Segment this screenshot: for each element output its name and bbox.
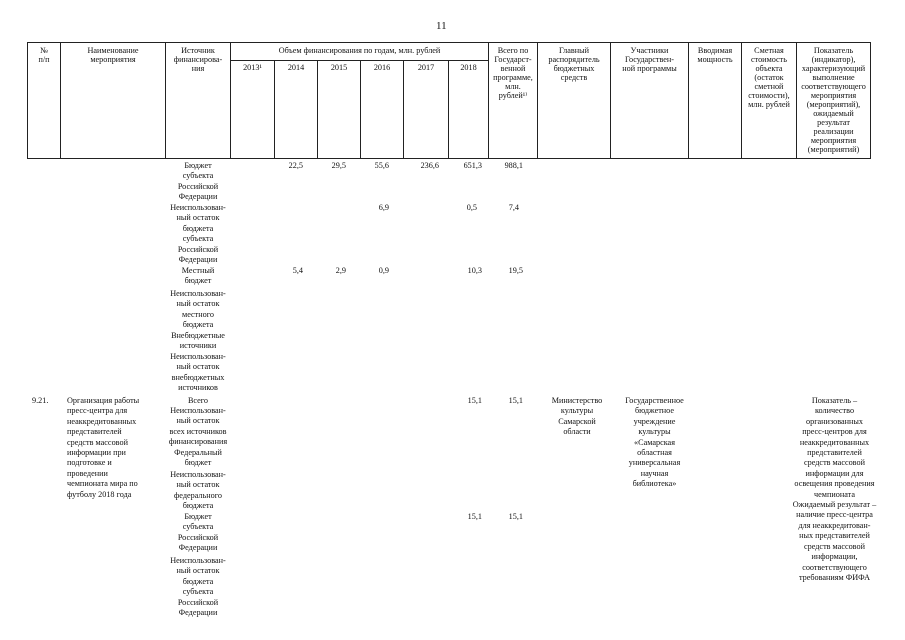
cell-2017: 236,6 <box>420 161 439 170</box>
row-source: Федеральный бюджет <box>174 448 222 468</box>
header-capacity: Вводимая мощность <box>697 46 733 64</box>
row-source: Бюджет субъекта Российской Федерации <box>177 512 219 553</box>
cell-total: 988,1 <box>504 161 523 170</box>
header-volume: Объем финансирования по годам, млн. рублей <box>278 46 441 55</box>
row-source: Неиспользован- ный остаток местного бюджета <box>170 289 226 330</box>
row-source: Бюджет субъекта Российской Федерации <box>177 161 219 202</box>
col-border <box>274 60 275 159</box>
cell-2016: 0,9 <box>378 266 389 275</box>
header-top-border <box>27 42 871 43</box>
cell-2018: 15,1 <box>467 396 482 405</box>
cell-2018: 651,3 <box>463 161 482 170</box>
row-manager: Министерство культуры Самарской области <box>551 396 603 437</box>
row-number: 9.21. <box>32 396 49 405</box>
cell-total: 19,5 <box>508 266 523 275</box>
page-number: 11 <box>436 20 447 32</box>
cell-2014: 22,5 <box>288 161 303 170</box>
header-participants: Участники Государствен- ной программы <box>622 46 677 73</box>
header-bottom-border <box>27 158 871 159</box>
header-source: Источник финансирова- ния <box>173 46 223 73</box>
cell-2015: 2,9 <box>335 266 346 275</box>
cell-2016: 6,9 <box>378 203 389 212</box>
col-border <box>403 60 404 159</box>
header-num: № п/п <box>38 46 50 64</box>
cell-2015: 29,5 <box>331 161 346 170</box>
col-border <box>448 60 449 159</box>
row-source: Всего <box>187 396 209 405</box>
row-source: Местный бюджет <box>181 266 215 286</box>
row-source: Неиспользован- ный остаток бюджета субъекта Российской Федерации <box>170 203 226 265</box>
header-year-2015: 2015 <box>330 63 348 72</box>
col-border <box>317 60 318 159</box>
header-name: Наименование мероприятия <box>87 46 139 64</box>
cell-2018: 0,5 <box>466 203 477 212</box>
cell-2016: 55,6 <box>374 161 389 170</box>
header-year-2017: 2017 <box>417 63 435 72</box>
row-source: Неиспользован- ный остаток федерального бюджета <box>170 470 226 511</box>
row-source: Неиспользован- ный остаток внебюджетных источников <box>170 352 226 393</box>
cell-2014: 5,4 <box>292 266 303 275</box>
cell-2018: 10,3 <box>467 266 482 275</box>
years-divider <box>230 60 488 61</box>
row-source: Неиспользован- ный остаток всех источников финансирования <box>168 406 228 447</box>
header-year-2016: 2016 <box>373 63 391 72</box>
row-source: Неиспользован- ный остаток бюджета субъекта Российской Федерации <box>170 556 226 618</box>
row-indicator: Показатель – количество организованных пресс-центров для неаккредитованных представителей средств массовой информации для освещения проведения чемпионата Ожидаемый результат – наличие пресс-центра для неаккредитован- ных представителей средств массовой информации, соответствующего требованиям ФИФА <box>792 396 877 582</box>
cell-total: 15,1 <box>508 396 523 405</box>
header-estimate: Сметная стоимость объекта (остаток сметной стоимости), млн. рублей <box>748 46 790 109</box>
header-year-2014: 2014 <box>287 63 305 72</box>
col-border <box>360 60 361 159</box>
cell-total: 7,4 <box>508 203 519 212</box>
header-year-2018: 2018 <box>460 63 477 72</box>
header-total: Всего по Государст- венной программе, млн. рублей¹⁾ <box>493 46 533 100</box>
col-border <box>230 42 231 159</box>
row-source: Внебюджетные источники <box>171 331 225 351</box>
row-participants: Государственное бюджетное учреждение культуры «Самарская областная универсальная научная библиотека» <box>625 396 684 489</box>
cell-2018: 15,1 <box>467 512 482 521</box>
col-border <box>870 42 871 159</box>
header-indicator: Показатель (индикатор), характеризующий выполнение соответствующего мероприятия (мероприятий), ожидаемый результат реализации мероприятия (мероприятий) <box>801 46 866 154</box>
header-year-2013: 2013¹ <box>243 63 262 72</box>
header-manager: Главный распорядитель бюджетных средств <box>548 46 600 82</box>
cell-total: 15,1 <box>508 512 523 521</box>
row-name: Организация работы пресс-центра для неаккредитованных представителей средств массовой информации при подготовке и проведении чемпионата мира по футболу 2018 года <box>67 396 140 499</box>
